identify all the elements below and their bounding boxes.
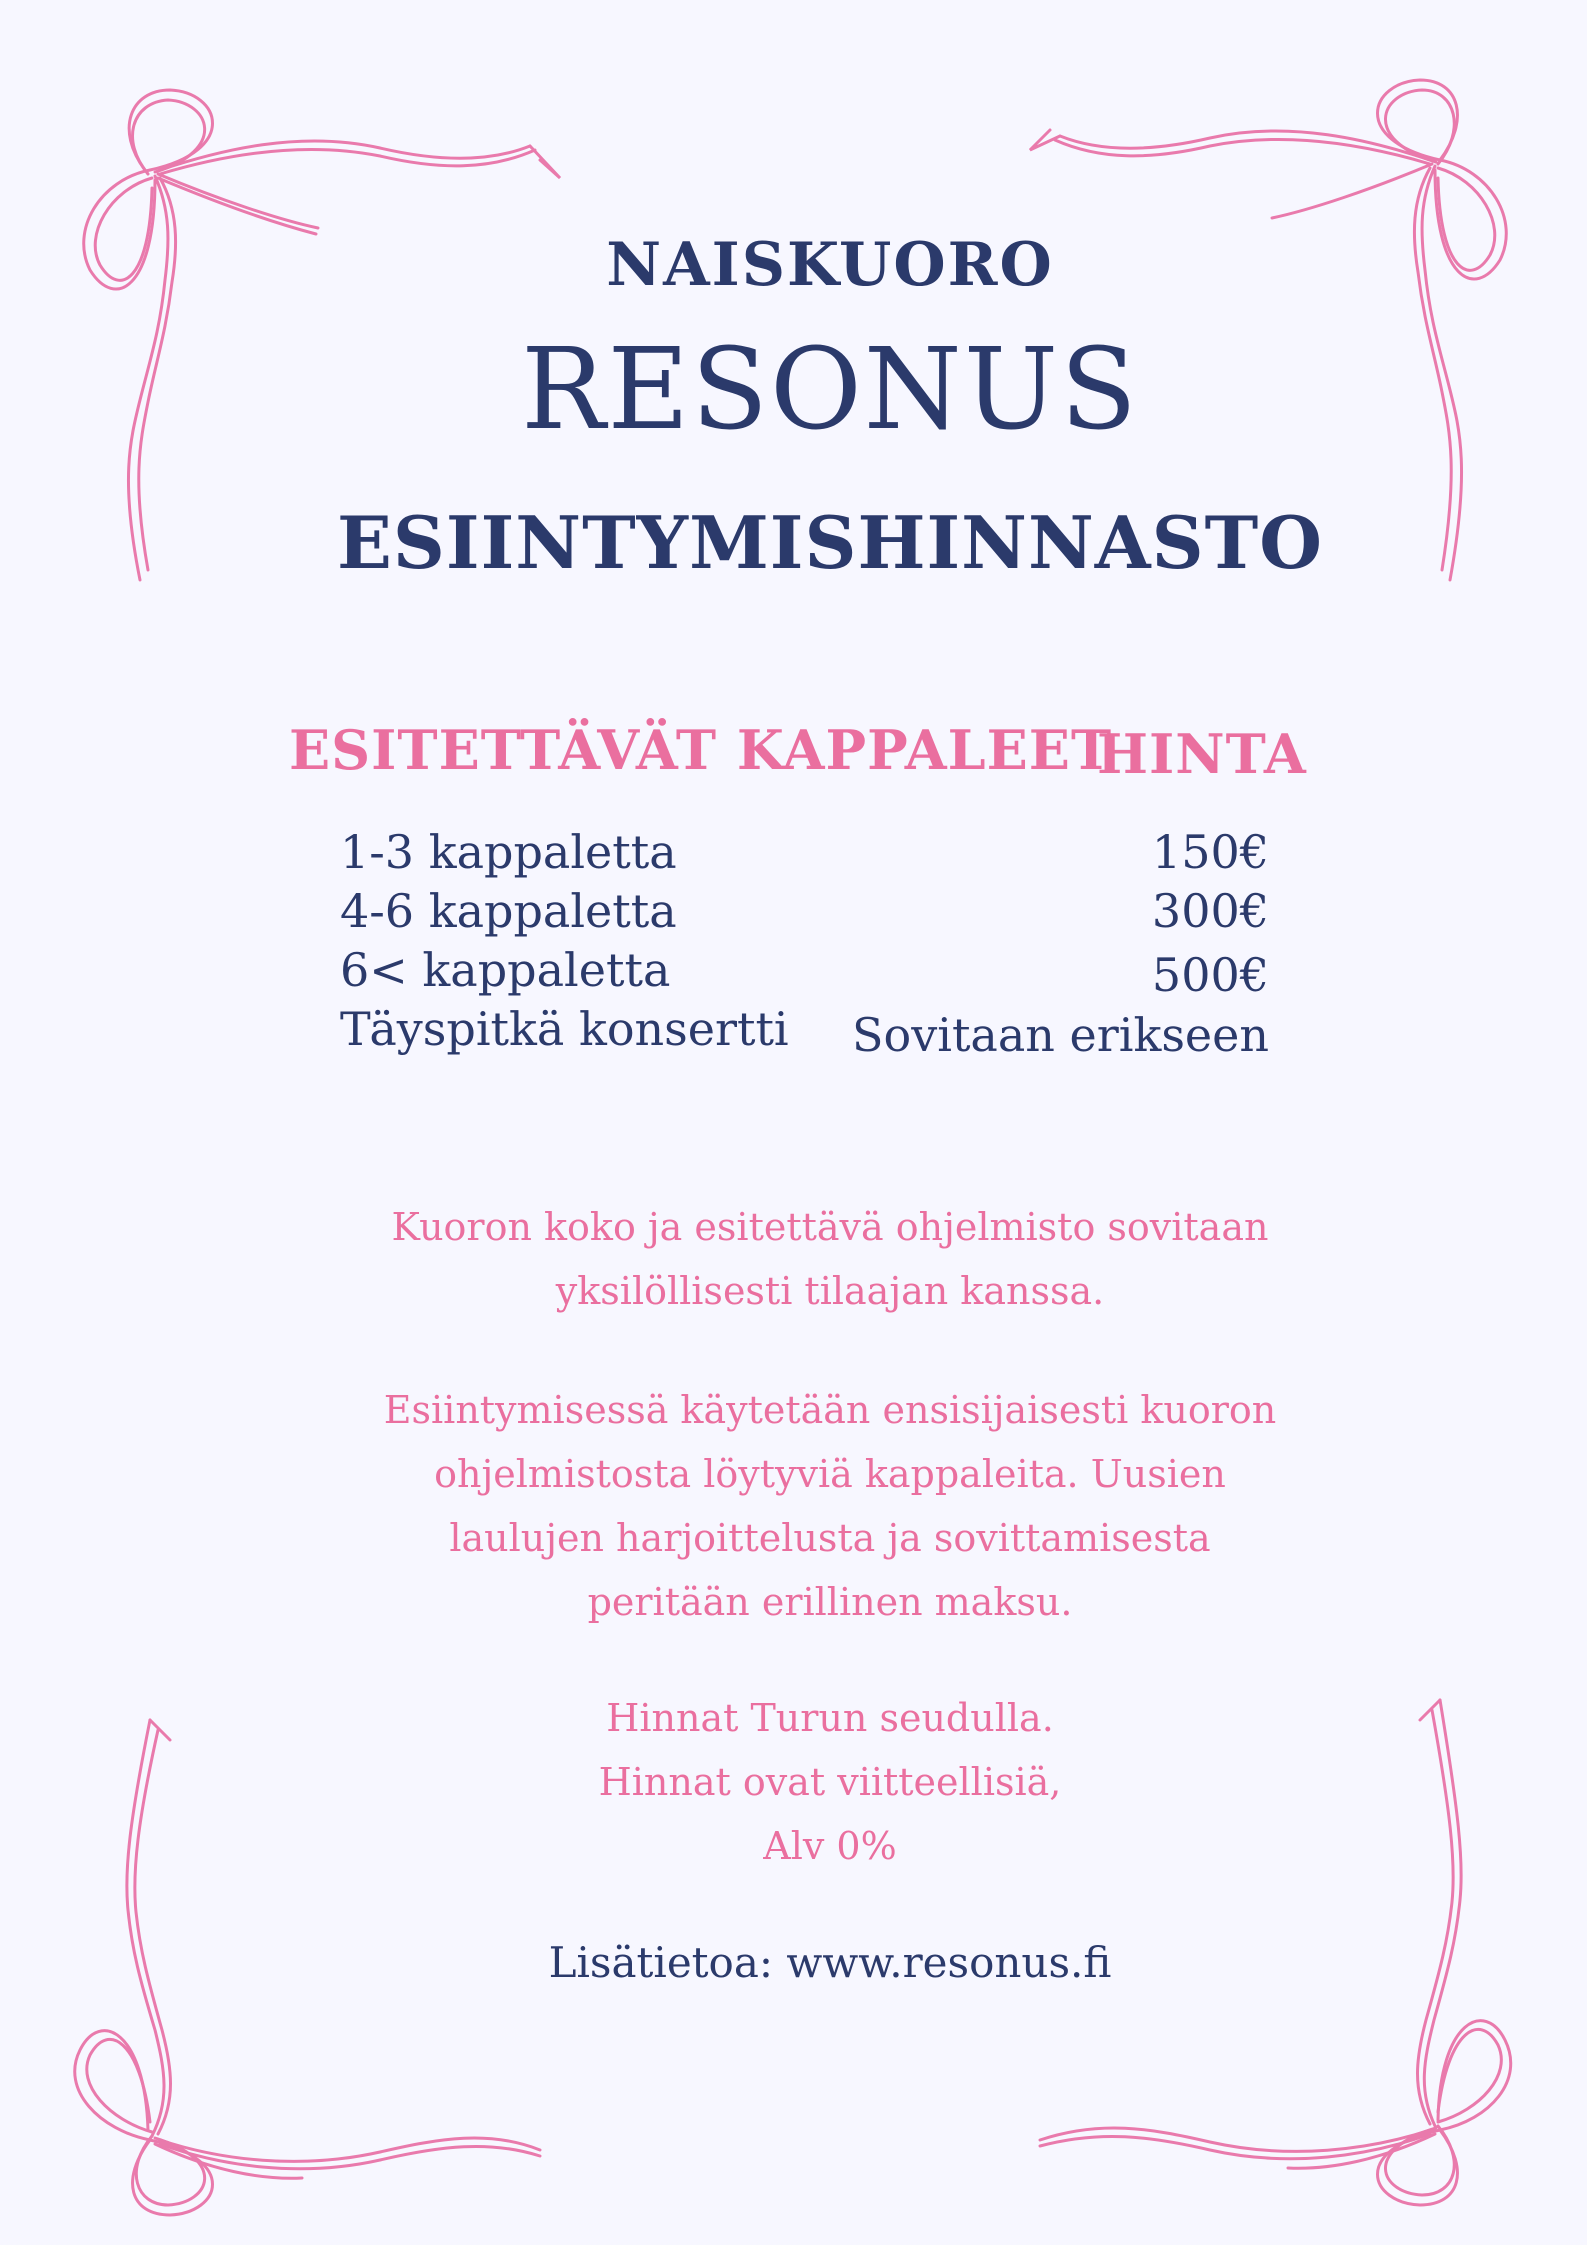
note-line: Esiintymisessä käytetään ensisijaisesti kuoron — [383, 1388, 1277, 1432]
note-line: Kuoron koko ja esitettävä ohjelmisto sovitaan — [391, 1205, 1269, 1249]
note-line: ohjelmistosta löytyviä kappaleita. Uusien — [434, 1452, 1226, 1496]
page-title: ESIINTYMISHINNASTO — [337, 500, 1323, 585]
note-paragraph-2 — [0, 1378, 1587, 1634]
price-row-value: 150€ — [1151, 825, 1269, 879]
more-info-link[interactable]: Lisätietoa: www.resonus.fi — [548, 1938, 1112, 1987]
price-row-value: Sovitaan erikseen — [852, 1008, 1269, 1062]
choir-pre-title: NAISKUORO — [606, 230, 1054, 300]
price-row-label: Täyspitkä konsertti — [340, 1002, 789, 1056]
note-paragraph-1 — [0, 1195, 1587, 1323]
price-row-value: 300€ — [1151, 884, 1269, 938]
price-row-label: 6< kappaletta — [340, 943, 671, 997]
price-row-value: 500€ — [1151, 948, 1269, 1002]
choir-name: RESONUS — [521, 325, 1139, 455]
note-line: peritään erillinen maksu. — [587, 1580, 1073, 1624]
price-row-label: 4-6 kappaletta — [340, 884, 677, 938]
note-line: yksilöllisesti tilaajan kanssa. — [555, 1269, 1105, 1313]
note-line: laulujen harjoittelusta ja sovittamisesta — [449, 1516, 1211, 1560]
column-header-price: HINTA — [1097, 722, 1307, 786]
column-header-songs: ESITETTÄVÄT KAPPALEET — [289, 718, 1113, 782]
note-line: Hinnat ovat viitteellisiä, — [598, 1760, 1062, 1804]
price-row-label: 1-3 kappaletta — [340, 825, 677, 879]
note-line: Alv 0% — [763, 1824, 897, 1868]
note-line: Hinnat Turun seudulla. — [606, 1696, 1054, 1740]
note-paragraph-3 — [0, 1686, 1587, 1878]
